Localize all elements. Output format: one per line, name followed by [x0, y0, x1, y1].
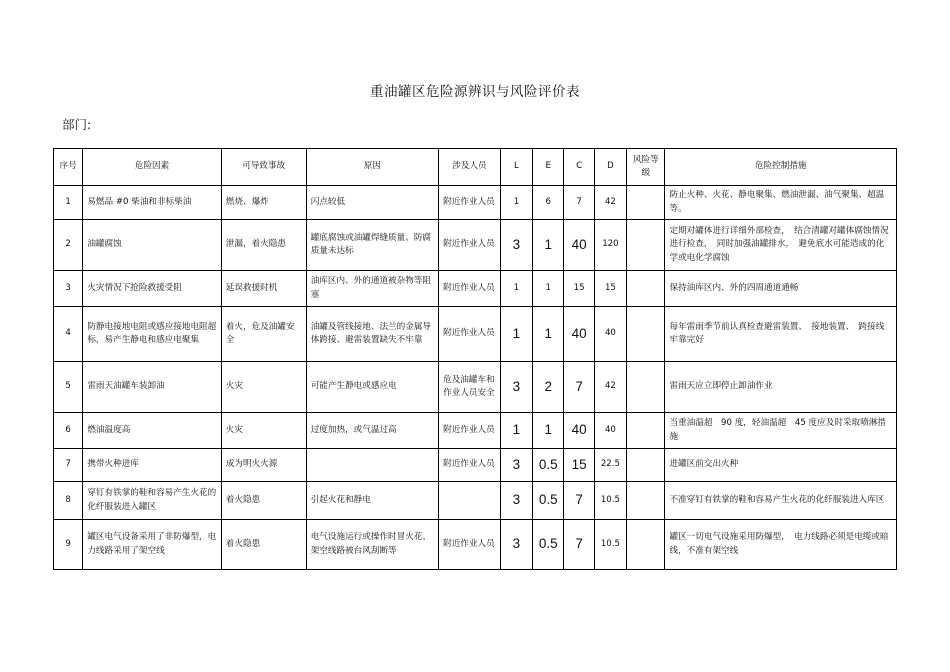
cell-d: 120: [594, 220, 626, 271]
cell-level: [627, 186, 665, 220]
header-cause: 原因: [306, 149, 438, 186]
header-personnel: 涉及人员: [439, 149, 501, 186]
cell-c: 7: [564, 520, 594, 570]
cell-c: 7: [564, 186, 594, 220]
header-d: D: [594, 149, 626, 186]
cell-accident: 燃烧、爆炸: [221, 186, 306, 220]
risk-assessment-table: [53, 148, 897, 570]
cell-personnel: 附近作业人员: [439, 307, 501, 362]
cell-control: 进罐区前交出火种: [665, 449, 897, 482]
cell-no: 1: [54, 186, 83, 220]
cell-d: 15: [594, 271, 626, 307]
header-hazard: 危险因素: [83, 149, 221, 186]
cell-d: 10.5: [594, 482, 626, 520]
cell-control: 定期对罐体进行详细外部检查， 结合清罐对罐体腐蚀情况进行检查， 同时加强油罐排水， 避免底水可能造成的化学或电化学腐蚀: [665, 220, 897, 271]
cell-e: 0.5: [533, 449, 564, 482]
cell-personnel: [439, 482, 501, 520]
cell-hazard: 易燃品 #0 柴油和非标柴油: [83, 186, 221, 220]
header-level: 风险等级: [627, 149, 665, 186]
cell-e: 0.5: [533, 482, 564, 520]
cell-l: 1: [500, 307, 532, 362]
cell-e: 2: [533, 362, 564, 413]
cell-hazard: 燃油温度高: [83, 413, 221, 449]
header-l: L: [500, 149, 532, 186]
cell-accident: 泄漏，着火隐患: [221, 220, 306, 271]
table-row: [54, 413, 897, 449]
header-control: 危险控制措施: [665, 149, 897, 186]
cell-control: 雷雨天应立即停止卸油作业: [665, 362, 897, 413]
cell-control: 当重油温超 90 度，轻油温超 45 度应及时采取喷淋措施: [665, 413, 897, 449]
cell-cause: 可能产生静电或感应电: [306, 362, 438, 413]
cell-d: 42: [594, 186, 626, 220]
cell-level: [627, 220, 665, 271]
cell-e: 0.5: [533, 520, 564, 570]
cell-cause: 罐底腐蚀或油罐焊缝质量、防腐质量未达标: [306, 220, 438, 271]
cell-e: 1: [533, 307, 564, 362]
cell-personnel: 附近作业人员: [439, 520, 501, 570]
cell-level: [627, 271, 665, 307]
cell-level: [627, 482, 665, 520]
cell-personnel: 附近作业人员: [439, 449, 501, 482]
cell-control: 罐区一切电气设施采用防爆型， 电力线路必须是电缆或暗线，不准有架空线: [665, 520, 897, 570]
cell-control: 防止火种、火花、静电聚集、燃油泄漏、油气聚集、超温等。: [665, 186, 897, 220]
cell-c: 15: [564, 271, 594, 307]
cell-control: 每年雷雨季节前认真检查避雷装置、 接地装置、 跨接线牢靠完好: [665, 307, 897, 362]
cell-c: 7: [564, 362, 594, 413]
cell-l: 1: [500, 186, 532, 220]
cell-d: 42: [594, 362, 626, 413]
cell-accident: 延误救援时机: [221, 271, 306, 307]
cell-no: 5: [54, 362, 83, 413]
cell-hazard: 携带火种进库: [83, 449, 221, 482]
header-accident: 可导致事故: [221, 149, 306, 186]
cell-level: [627, 449, 665, 482]
cell-cause: 闪点较低: [306, 186, 438, 220]
cell-personnel: 附近作业人员: [439, 271, 501, 307]
page-title: 重油罐区危险源辨识与风险评价表: [370, 84, 580, 100]
header-no: 序号: [54, 149, 83, 186]
cell-accident: 着火隐患: [221, 520, 306, 570]
cell-e: 1: [533, 271, 564, 307]
cell-cause: [306, 449, 438, 482]
cell-accident: 着火，危及油罐安全: [221, 307, 306, 362]
cell-no: 9: [54, 520, 83, 570]
cell-accident: 着火隐患: [221, 482, 306, 520]
cell-hazard: 罐区电气设备采用了非防爆型，电力线路采用了架空线: [83, 520, 221, 570]
cell-accident: 成为明火火源: [221, 449, 306, 482]
cell-level: [627, 520, 665, 570]
cell-cause: 油库区内、外的通道被杂物等阻塞: [306, 271, 438, 307]
cell-l: 3: [500, 482, 532, 520]
cell-l: 3: [500, 520, 532, 570]
cell-cause: 油罐及管线接地、法兰的金属导体跨接、避雷装置缺失不牢靠: [306, 307, 438, 362]
cell-l: 1: [500, 271, 532, 307]
department-label: 部门:: [62, 117, 92, 132]
cell-cause: 引起火花和静电: [306, 482, 438, 520]
cell-hazard: 雷雨天油罐车装卸油: [83, 362, 221, 413]
cell-accident: 火灾: [221, 362, 306, 413]
table-row: [54, 482, 897, 520]
cell-control: 保持油库区内、外的四周通道通畅: [665, 271, 897, 307]
cell-control: 不准穿钉有铁掌的鞋和容易产生火花的化纤服装进入库区: [665, 482, 897, 520]
cell-no: 3: [54, 271, 83, 307]
table-row: [54, 449, 897, 482]
cell-c: 40: [564, 413, 594, 449]
cell-personnel: 附近作业人员: [439, 413, 501, 449]
table-header-row: [54, 149, 897, 186]
cell-hazard: 油罐腐蚀: [83, 220, 221, 271]
cell-d: 40: [594, 307, 626, 362]
cell-l: 1: [500, 413, 532, 449]
cell-l: 3: [500, 362, 532, 413]
cell-personnel: 危及油罐车和作业人员安全: [439, 362, 501, 413]
cell-level: [627, 362, 665, 413]
cell-d: 40: [594, 413, 626, 449]
cell-cause: 电气设施运行或操作时冒火花、架空线路被台风刮断等: [306, 520, 438, 570]
cell-no: 4: [54, 307, 83, 362]
cell-cause: 过度加热，或气温过高: [306, 413, 438, 449]
table-row: [54, 220, 897, 271]
cell-d: 10.5: [594, 520, 626, 570]
table-row: [54, 271, 897, 307]
cell-e: 1: [533, 220, 564, 271]
cell-no: 8: [54, 482, 83, 520]
cell-d: 22.5: [594, 449, 626, 482]
cell-l: 3: [500, 449, 532, 482]
cell-c: 15: [564, 449, 594, 482]
cell-level: [627, 307, 665, 362]
header-e: E: [533, 149, 564, 186]
cell-c: 40: [564, 307, 594, 362]
cell-e: 1: [533, 413, 564, 449]
cell-hazard: 穿钉有铁掌的鞋和容易产生火花的化纤服装进入罐区: [83, 482, 221, 520]
table-row: [54, 520, 897, 570]
table-row: [54, 186, 897, 220]
cell-no: 7: [54, 449, 83, 482]
header-c: C: [564, 149, 594, 186]
cell-l: 3: [500, 220, 532, 271]
cell-personnel: 附近作业人员: [439, 220, 501, 271]
table-row: [54, 362, 897, 413]
cell-no: 6: [54, 413, 83, 449]
cell-hazard: 火灾情况下抢险救援受阻: [83, 271, 221, 307]
cell-c: 40: [564, 220, 594, 271]
cell-c: 7: [564, 482, 594, 520]
cell-e: 6: [533, 186, 564, 220]
table-row: [54, 307, 897, 362]
cell-level: [627, 413, 665, 449]
cell-personnel: 附近作业人员: [439, 186, 501, 220]
cell-accident: 火灾: [221, 413, 306, 449]
cell-no: 2: [54, 220, 83, 271]
cell-hazard: 防静电接地电阻或感应接地电阻超标，易产生静电和感应电聚集: [83, 307, 221, 362]
